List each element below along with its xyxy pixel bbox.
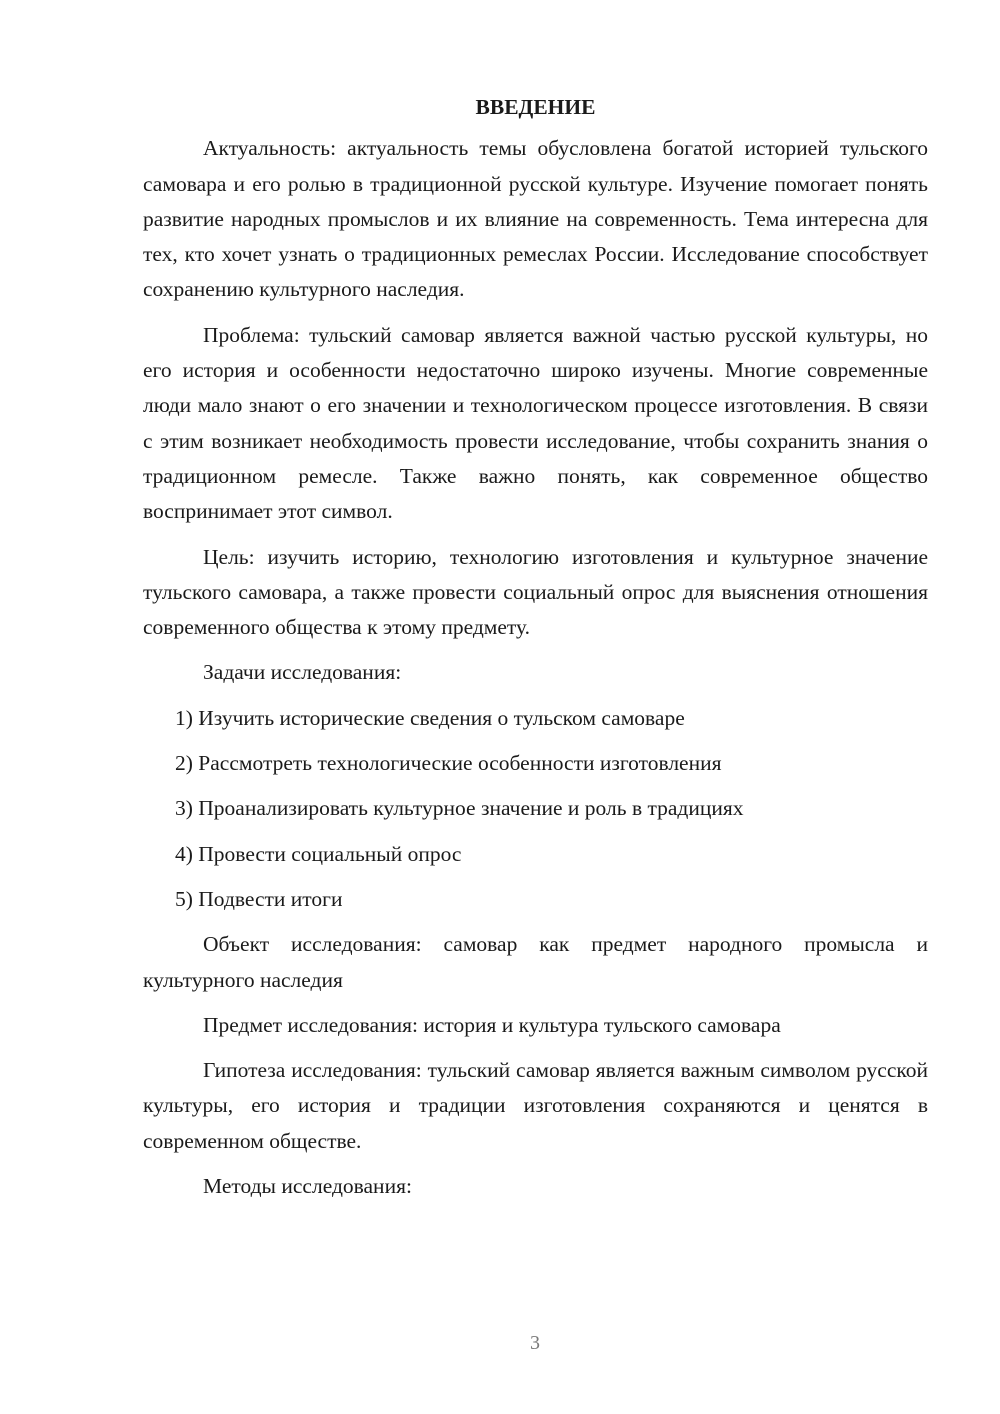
object-paragraph: Объект исследования: самовар как предмет народного промысла и культурного наследия [143,932,928,992]
subject-paragraph: Предмет исследования: история и культура тульского самовара [203,1012,781,1037]
tasks-list [143,701,928,917]
tasks-heading: Задачи исследования: [203,660,402,685]
task-item: 2) Рассмотреть технологические особенности изготовления [175,751,722,776]
hypothesis-paragraph: Гипотеза исследования: тульский самовар является важным символом русской культуры, его история и традиции изготовления сохраняются и ценятся в современном обществе. [143,1058,928,1153]
goal-paragraph: Цель: изучить историю, технологию изготовления и культурное значение тульского самовара, а также провести социальный опрос для выяснения отношения современного общества к этому предмету. [143,544,928,640]
task-item: 3) Проанализировать культурное значение и роль в традициях [175,796,744,821]
page-content [143,90,928,1214]
section-heading: ВВЕДЕНИЕ [475,95,596,119]
problem-paragraph: Проблема: тульский самовар является важной частью русской культуры, но его история и особенности недостаточно широко изучены. Многие современные люди мало знают о его значении и технологическом процессе изготовления. В связи с этим возникает необходимость провести исследование, чтобы сохранить знания о традиционном ремесле. Также важно понять, как современное общество воспринимает этот символ. [143,322,928,524]
task-item: 1) Изучить исторические сведения о тульском самоваре [175,705,685,730]
page-number: 3 [530,1332,540,1354]
relevance-paragraph: Актуальность: актуальность темы обусловлена богатой историей тульского самовара и его ролью в традиционной русской культуре. Изучение помогает понять развитие народных промыслов и их влияние на современность. Тема интересна для тех, кто хочет узнать о традиционных ремеслах России. Исследование способствует сохранению культурного наследия. [143,136,928,302]
task-item: 5) Подвести итоги [175,886,343,911]
task-item: 4) Провести социальный опрос [175,841,462,866]
methods-heading: Методы исследования: [203,1174,412,1199]
